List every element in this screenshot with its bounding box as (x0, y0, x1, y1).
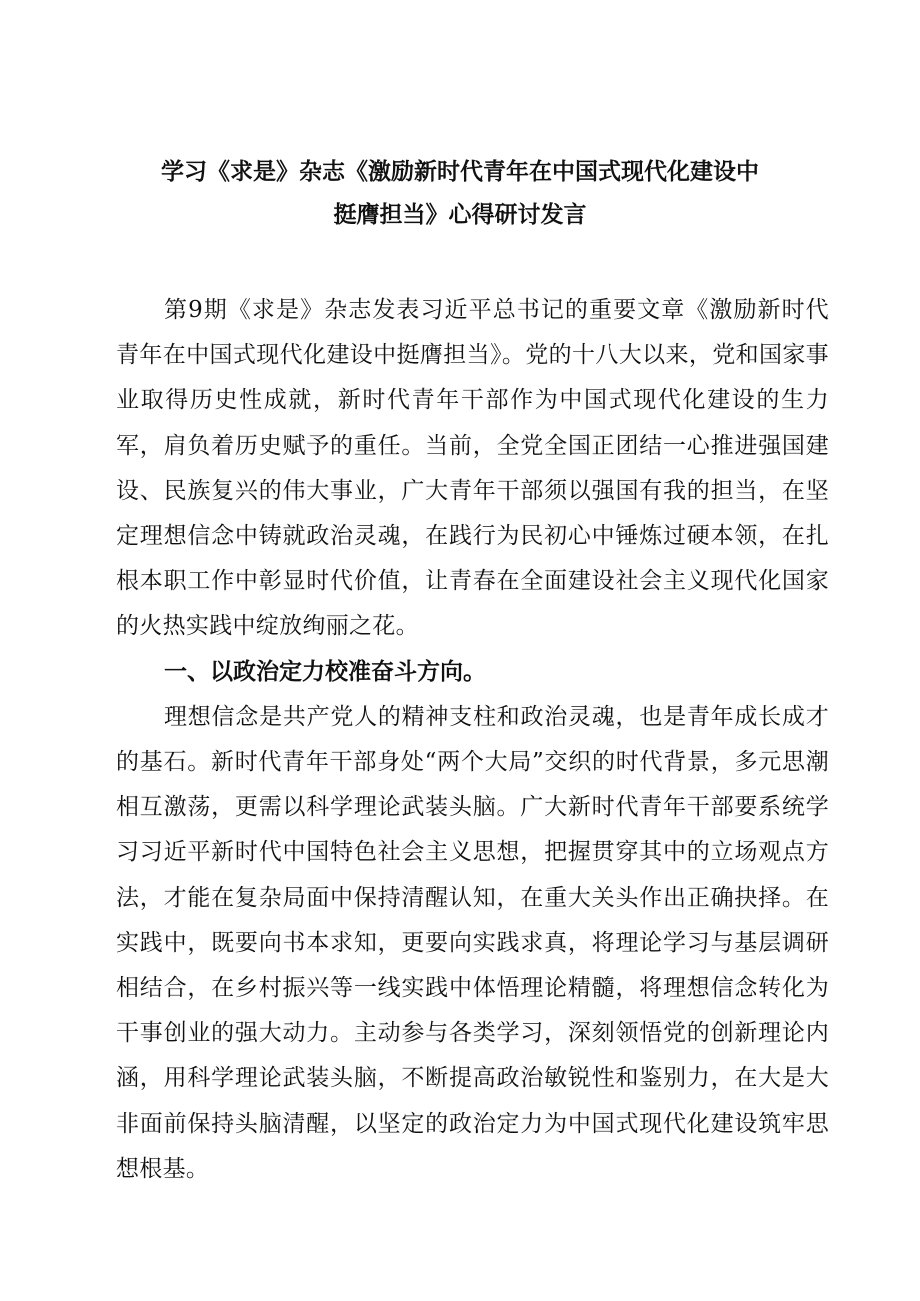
section-1-paragraph: 理想信念是共产党人的精神支柱和政治灵魂，也是青年成长成才的基石。新时代青年干部身处“两个大局”交织的时代背景，多元思潮相互激荡，更需以科学理论武装头脑。广大新时代青年干部要系统学习习近平新时代中国特色社会主义思想，把握贯穿其中的立场观点方法，才能在复杂局面中保持清醒认知，在重大关头作出正确抉择。在实践中，既要向书本求知，更要向实践求真，将理论学习与基层调研相结合，在乡村振兴等一线实践中体悟理论精髓，将理想信念转化为干事创业的强大动力。主动参与各类学习，深刻领悟党的创新理论内涵，用科学理论武装头脑，不断提高政治敏锐性和鉴别力，在大是大非面前保持头脑清醒，以坚定的政治定力为中国式现代化建设筑牢思想根基。 (116, 703, 829, 1182)
intro-paragraph: 第9期《求是》杂志发表习近平总书记的重要文章《激励新时代青年在中国式现代化建设中挺膺担当》。党的十八大以来，党和国家事业取得历史性成就，新时代青年干部作为中国式现代化建设的生力军，肩负着历史赋予的重任。当前，全党全国正团结一心推进强国建设、民族复兴的伟大事业，广大青年干部须以强国有我的担当，在坚定理想信念中铸就政治灵魂，在践行为民初心中锤炼过硬本领，在扎根本职工作中彰显时代价值，让青春在全面建设社会主义现代化国家的火热实践中绽放绚丽之花。 (116, 297, 829, 640)
section-heading-1: 一、以政治定力校准奋斗方向。 (164, 658, 486, 685)
document-title-line-2: 挺膺担当》心得研讨发言 (333, 202, 587, 228)
document-title-line-1: 学习《求是》杂志《激励新时代青年在中国式现代化建设中 (161, 159, 759, 185)
document-body (116, 288, 829, 1192)
